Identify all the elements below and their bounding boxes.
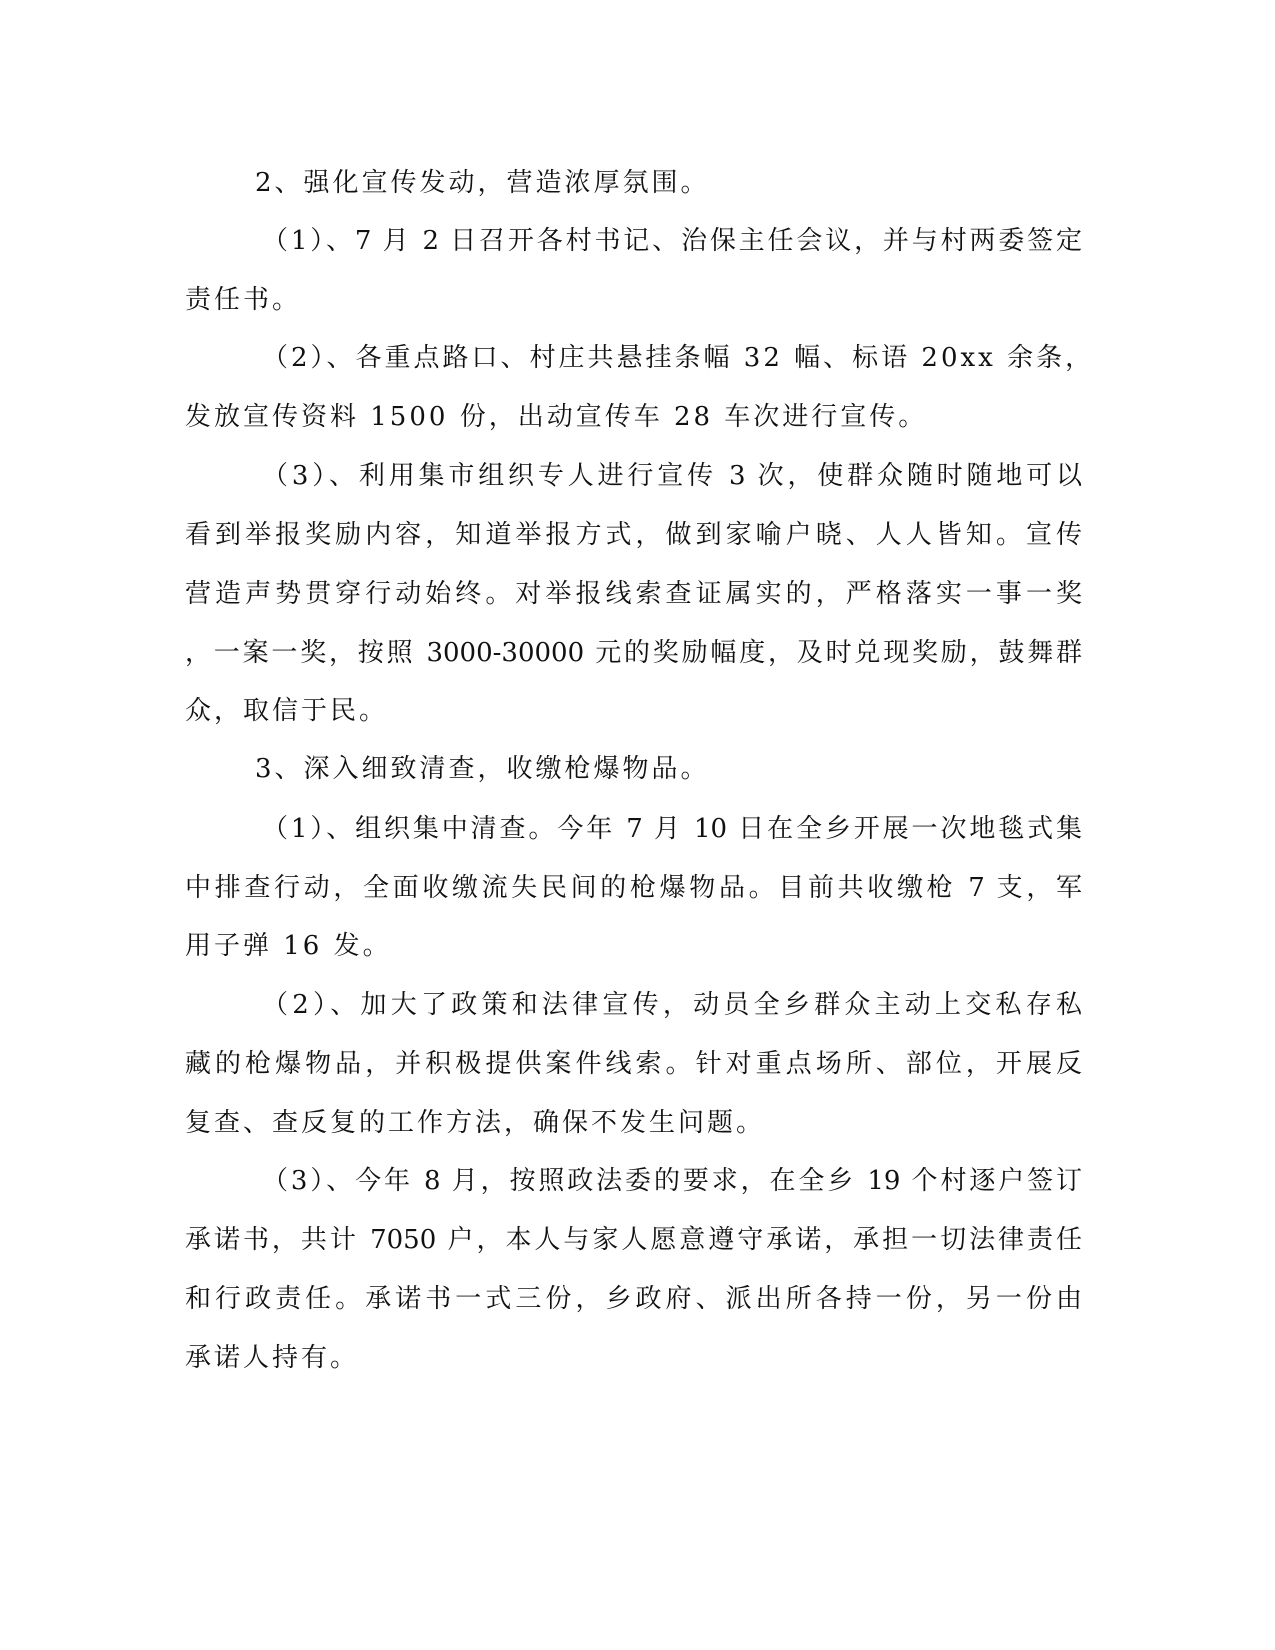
paragraph-3-2-line-3: 复查、查反复的工作方法，确保不发生问题。 (185, 1108, 766, 1138)
paragraph-2-1-line-1: （1）、7 月 2 日召开各村书记、治保主任会议，并与村两委签定 (262, 226, 1082, 256)
paragraph-3-3-line-4: 承诺人持有。 (185, 1343, 360, 1373)
paragraph-2-1-line-2: 责任书。 (185, 285, 302, 315)
paragraph-2-3-line-2: 看到举报奖励内容，知道举报方式，做到家喻户晓、人人皆知。宣传 (185, 520, 1082, 550)
paragraph-3-2-line-1: （2）、加大了政策和法律宣传，动员全乡群众主动上交私存私 (262, 990, 1082, 1020)
paragraph-3-2-line-2: 藏的枪爆物品，并积极提供案件线索。针对重点场所、部位，开展反 (185, 1049, 1082, 1079)
paragraph-3-1-line-3: 用子弹 16 发。 (185, 931, 392, 961)
paragraph-3-3-line-1: （3）、今年 8 月，按照政法委的要求，在全乡 19 个村逐户签订 (262, 1166, 1082, 1196)
paragraph-3-3-line-2: 承诺书，共计 7050 户，本人与家人愿意遵守承诺，承担一切法律责任 (185, 1225, 1082, 1255)
paragraph-2-3-line-5: 众，取信于民。 (185, 696, 389, 726)
paragraph-3-3-line-3: 和行政责任。承诺书一式三份，乡政府、派出所各持一份，另一份由 (185, 1284, 1082, 1314)
paragraph-3-1-line-1: （1）、组织集中清查。今年 7 月 10 日在全乡开展一次地毯式集 (262, 814, 1082, 844)
paragraph-2-3-line-3: 营造声势贯穿行动始终。对举报线索查证属实的，严格落实一事一奖 (185, 579, 1082, 609)
paragraph-3-1-line-2: 中排查行动，全面收缴流失民间的枪爆物品。目前共收缴枪 7 支，军 (185, 873, 1082, 903)
section-heading-2: 2、强化宣传发动，营造浓厚氛围。 (255, 168, 710, 198)
paragraph-2-2-line-1: （2）、各重点路口、村庄共悬挂条幅 32 幅、标语 20xx 余条， (262, 343, 1095, 373)
paragraph-2-3-line-1: （3）、利用集市组织专人进行宣传 3 次，使群众随时随地可以 (262, 461, 1082, 491)
paragraph-2-3-line-4: ，一案一奖，按照 3000-30000 元的奖励幅度，及时兑现奖励，鼓舞群 (185, 638, 1082, 668)
section-heading-3: 3、深入细致清查，收缴枪爆物品。 (255, 754, 710, 784)
paragraph-2-2-line-2: 发放宣传资料 1500 份，出动宣传车 28 车次进行宣传。 (185, 402, 928, 432)
